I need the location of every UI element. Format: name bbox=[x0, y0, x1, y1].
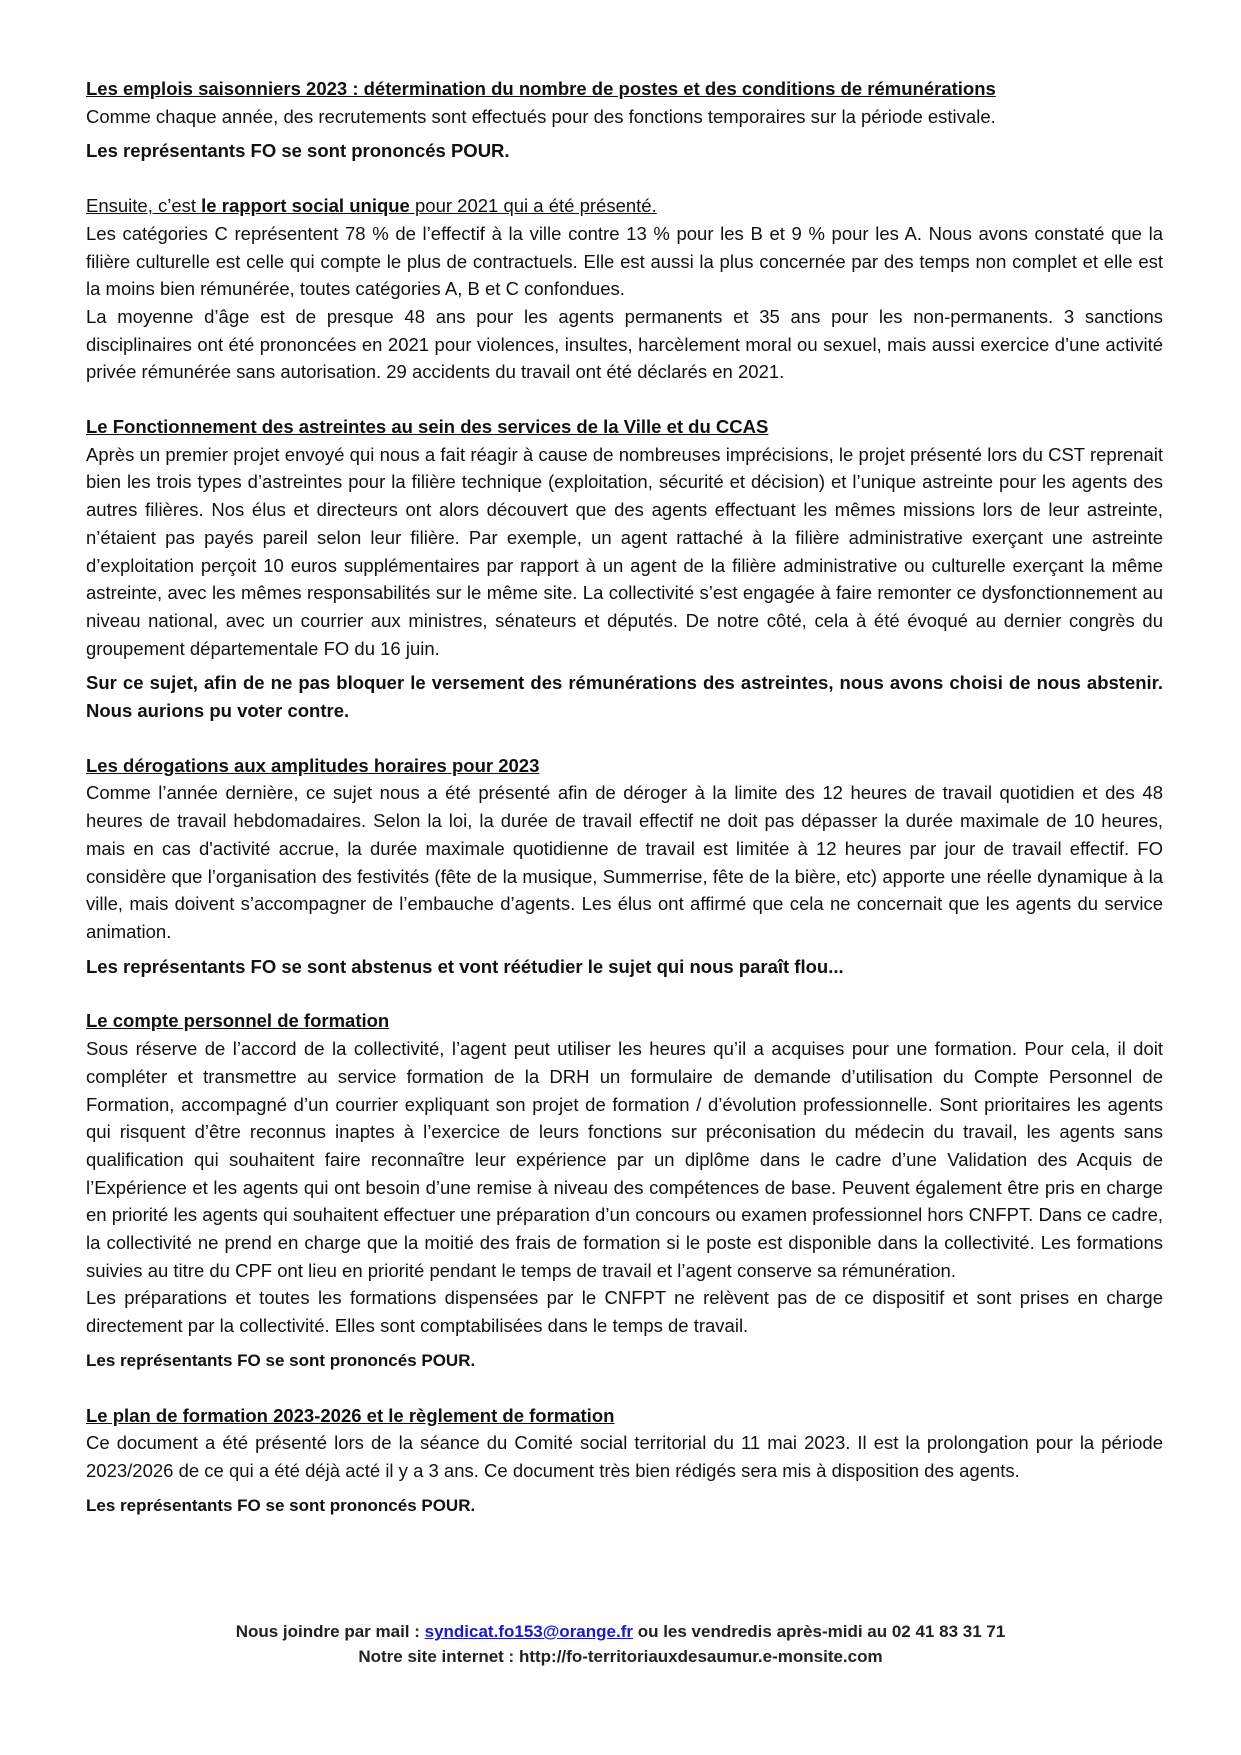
section-training-plan bbox=[86, 1402, 1163, 1520]
vote-verdict: Sur ce sujet, afin de ne pas bloquer le versement des rémunérations des astreintes, nous avons choisi de nous abstenir. Nous aurions pu voter contre. bbox=[86, 672, 1163, 722]
site-label: Notre site internet : bbox=[358, 1647, 519, 1666]
section-heading: Le plan de formation 2023-2026 et le règlement de formation bbox=[86, 1404, 615, 1426]
vote-verdict: Les représentants FO se sont prononcés POUR. bbox=[86, 140, 510, 162]
contact-prefix: Nous joindre par mail : bbox=[235, 1622, 425, 1641]
section-heading: Le compte personnel de formation bbox=[86, 1010, 390, 1032]
contact-line bbox=[0, 1619, 1241, 1644]
website-line bbox=[0, 1644, 1241, 1669]
contact-suffix: ou les vendredis après-midi au 02 41 83 31 71 bbox=[632, 1622, 1006, 1641]
email-link[interactable]: syndicat.fo153@orange.fr bbox=[424, 1622, 633, 1641]
section-personal-training-account bbox=[86, 1007, 1163, 1374]
site-url[interactable]: http://fo-territoriauxdesaumur.e-monsite.com bbox=[518, 1647, 883, 1666]
section-heading: Les emplois saisonniers 2023 : détermination du nombre de postes et des conditions de rémunérations bbox=[86, 78, 996, 99]
paragraph: Les catégories C représentent 78 % de l’effectif à la ville contre 13 % pour les B et 9 % pour les A. Nous avons constaté que la filière culturelle est celle qui compte le plus de contractuels. Elle est aussi la plus concernée par des temps non complet et elle est la moins bien rémunérée, toutes catégories A, B et C confondues. bbox=[86, 222, 1163, 300]
paragraph: Après un premier projet envoyé qui nous a fait réagir à cause de nombreuses imprécisions, le projet présenté lors du CST reprenait bien les trois types d’astreintes pour la filière technique (exploitation, sécurité et décision) et l’unique astreinte pour les agents des autres filières. Nos élus et directeurs ont alors découvert que des agents effectuant les mêmes missions lors de leur astreinte, n’étaient pas payés pareil selon leur filière. Par exemple, un agent rattaché à la filière administrative exerçant une astreinte d’exploitation perçoit 10 euros supplémentaires par rapport à un agent de la filière administrative ou culturelle exerçant la même astreinte, avec les mêmes responsabilités sur le même site. La collectivité s’est engagée à faire remonter ce dysfonctionnement au niveau national, avec un courrier aux ministres, sénateurs et députés. De notre côté, cela à été évoqué au dernier congrès du groupement départementale FO du 16 juin. bbox=[86, 443, 1163, 659]
document-body bbox=[86, 75, 1163, 1519]
vote-verdict: Les représentants FO se sont abstenus et vont réétudier le sujet qui nous paraît flou... bbox=[86, 955, 844, 977]
vote-verdict: Les représentants FO se sont prononcés POUR. bbox=[86, 1495, 476, 1515]
paragraph: Sous réserve de l’accord de la collectivité, l’agent peut utiliser les heures qu’il a acquises pour une formation. Pour cela, il doit compléter et transmettre au service formation de la DRH un formulaire de demande d’utilisation du Compte Personnel de Formation, accompagné d’un courrier expliquant son projet de formation / d’évolution professionnelle. Sont prioritaires les agents qui risquent d’être reconnus inaptes à l’exercice de leurs fonctions sur préconisation du médecin du travail, les agents sans qualification qui souhaitent faire reconnaître leur expérience par un diplôme dans le cadre d’une Validation des Acquis de l’Expérience et les agents qui ont besoin d’une remise à niveau des compétences de base. Peuvent également être pris en charge en priorité les agents qui souhaitent effectuer une préparation d’un concours ou examen professionnel hors CNFPT. Dans ce cadre, la collectivité ne prend en charge que la moitié des frais de formation si le poste est disponible dans la collectivité. Les formations suivies au titre du CPF ont lieu en priorité pendant le temps de travail et l’agent conserve sa rémunération. bbox=[86, 1038, 1163, 1281]
section-working-hours-derogations bbox=[86, 752, 1163, 981]
paragraph: Comme chaque année, des recrutements sont effectués pour des fonctions temporaires sur la période estivale. bbox=[86, 105, 996, 127]
paragraph: Ce document a été présenté lors de la séance du Comité social territorial du 11 mai 2023. Il est la prolongation pour la période 2023/2026 de ce qui a été déjà acté il y a 3 ans. Ce document très bien rédigés sera mis à disposition des agents. bbox=[86, 1432, 1163, 1481]
section-heading: Le Fonctionnement des astreintes au sein des services de la Ville et du CCAS bbox=[86, 416, 769, 438]
paragraph: La moyenne d’âge est de presque 48 ans pour les agents permanents et 35 ans pour les non-permanents. 3 sanctions disciplinaires ont été prononcées en 2021 pour violences, insultes, harcèlement moral ou sexuel, mais aussi exercice d’une activité privée rémunérée sans autorisation. 29 accidents du travail ont été déclarés en 2021. bbox=[86, 305, 1163, 383]
paragraph: Les préparations et toutes les formations dispensées par le CNFPT ne relèvent pas de ce dispositif et sont prises en charge directement par la collectivité. Elles sont comptabilisées dans le temps de travail. bbox=[86, 1287, 1163, 1337]
section-heading bbox=[86, 192, 1163, 220]
section-seasonal-jobs bbox=[86, 75, 1163, 165]
section-social-report bbox=[86, 192, 1163, 386]
section-heading: Les dérogations aux amplitudes horaires pour 2023 bbox=[86, 754, 540, 776]
vote-verdict: Les représentants FO se sont prononcés POUR. bbox=[86, 1350, 476, 1370]
heading-bold: le rapport social unique bbox=[201, 195, 410, 217]
heading-prefix: Ensuite, c’est bbox=[86, 195, 202, 217]
footer bbox=[0, 1619, 1241, 1669]
paragraph: Comme l’année dernière, ce sujet nous a été présenté afin de déroger à la limite des 12 heures de travail quotidien et des 48 heures de travail hebdomadaires. Selon la loi, la durée de travail effectif ne doit pas dépasser la durée maximale de 10 heures, mais en cas d'activité accrue, la durée maximale quotidienne de travail est limitée à 12 heures par jour de travail effectif. FO considère que l’organisation des festivités (fête de la musique, Summerrise, fête de la bière, etc) apporte une réelle dynamique à la ville, mais doivent s’accompagner de l’embauche d’agents. Les élus ont affirmé que cela ne concernait que les agents du service animation. bbox=[86, 782, 1163, 942]
heading-suffix: pour 2021 qui a été présenté. bbox=[409, 195, 657, 217]
section-on-call-duty bbox=[86, 413, 1163, 725]
